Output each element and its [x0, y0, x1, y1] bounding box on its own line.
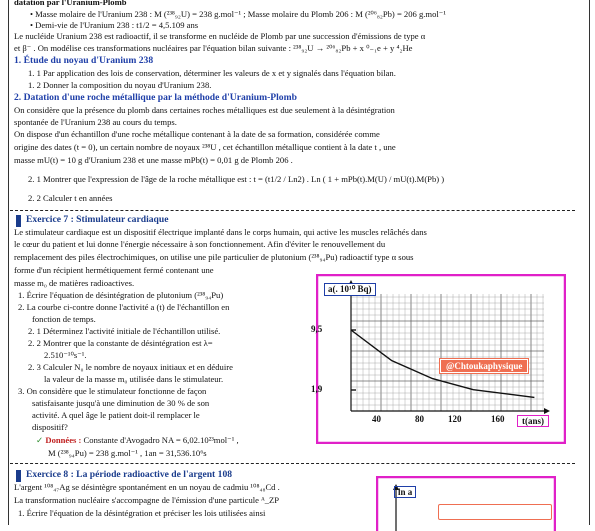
question: la valeur de la masse m₀ utilisée dans le stimulateur. [44, 374, 224, 384]
x-tick-label: 120 [448, 414, 462, 424]
text-line: L'argent ¹⁰⁸₄₇Ag se désintègre spontanément en un noyau de cadmiu ¹⁰⁸₄₈Cd . [14, 482, 280, 492]
text-line: origine des dates (t = 0), un certain nombre de noyaux ²³⁸U , cet échantillon métallique contient à la date t , une [14, 142, 396, 152]
question: dispositif? [32, 422, 68, 432]
text-line: • Demi-vie de l'Uranium 238 : t1/2 = 4,5.109 ans [30, 20, 199, 30]
question: 2.510⁻¹⁰s⁻¹. [44, 350, 87, 360]
text-line: et β⁻ . On modélise ces transformations nucléaires par l'équation bilan suivante : ²³⁸₉₂U → ²⁰⁶₈₂Pb + x ⁰₋₁e + y ⁴₂He [14, 43, 413, 53]
text-line: masse m₀ de matières radioactives. [14, 278, 135, 288]
text-line: On considère que la présence du plomb dans certaines roches métalliques est due seulement à la désintégration [14, 105, 395, 115]
question: 1. Écrire l'équation de désintégration de plutonium (²³⁸₉₄Pu) [18, 290, 224, 300]
y-tick-label: 1,9 [311, 384, 323, 394]
text-line: remplacement des piles électrochimiques, on utilise une pile particulier de plutonium (²³⁸₉₄Pu) radioactif type α sous [14, 252, 414, 262]
data-line: ✓ Données : Constante d'Avogadro NA = 6,02.10²³mol⁻¹ , [36, 435, 239, 445]
exercise-marker-icon [16, 470, 21, 482]
y-axis-label: a(. 10¹⁰ Bq) [324, 283, 376, 296]
x-tick-label: 40 [372, 414, 381, 424]
x-axis-label: t(ans) [517, 415, 549, 427]
watermark-badge [438, 504, 552, 520]
x-tick-label: 160 [491, 414, 505, 424]
heading-top: datation par l'Uranium-Plomb [14, 0, 127, 7]
exercise-marker-icon [16, 215, 21, 227]
x-arrow-icon [544, 408, 550, 414]
text-line: La transformation nucléaire s'accompagne de l'émission d'une particule ᴬ_ZP [14, 495, 280, 505]
question: 1. 2 Donner la composition du noyau d'Uranium 238. [28, 80, 212, 90]
exercise-title: Exercice 8 : La période radioactive de l'argent 108 [26, 469, 233, 480]
question: 2. La courbe ci-contre donne l'activité a (t) de l'échantillon en [18, 302, 230, 312]
text-line: On dispose d'un échantillon d'une roche métallique contenant à la date de sa formation, considérée comme [14, 129, 380, 139]
watermark-badge: @Chtoukaphysique [440, 359, 528, 373]
text-line: • Masse molaire de l'Uranium 238 : M (²³⁸₉₂U) = 238 g.mol⁻¹ ; Masse molaire du Plomb 206 : M (²⁰⁶₈₂Pb) = 206 g.mol⁻¹ [30, 9, 446, 19]
x-tick-label: 80 [415, 414, 424, 424]
check-icon: ✓ [36, 435, 46, 445]
question: 2. 2 Calculer t en années [28, 193, 113, 203]
question: 3. On considère que le stimulateur fonctionne de façon [18, 386, 207, 396]
text-line: le cœur du patient et lui donne l'énergie nécessaire à son fonctionnement. Afin d'éviter le renouvellement du [14, 239, 386, 249]
text-line: Le stimulateur cardiaque est un dispositif électrique implanté dans le corps humain, qui active les muscles relâchés dans [14, 227, 427, 237]
question: 2. 3 Calculer N₀ le nombre de noyaux initiaux et en déduire [28, 362, 233, 372]
section-heading: 2. Datation d'une roche métallique par la méthode d'Uranium-Plomb [14, 92, 297, 103]
data-line: M (²³⁸₉₄Pu) = 238 g.mol⁻¹ , 1an = 31,536.10⁶s [48, 448, 207, 458]
y-tick-label: 9,5 [311, 324, 323, 334]
exercise-title: Exercice 7 : Stimulateur cardiaque [26, 214, 169, 225]
text-line: masse mU(t) = 10 g d'Uranium 238 et une masse mPb(t) = 0,01 g de Plomb 206 . [14, 155, 293, 165]
text-line: spontanée de l'Uranium 238 au cours du temps. [14, 117, 177, 127]
section-heading: 1. Étude du noyau d'Uranium 238 [14, 55, 154, 66]
question: activité. A quel âge le patient doit-il remplacer le [32, 410, 200, 420]
text-line: Le nucléide Uranium 238 est radioactif, il se transforme en nucléide de Plomb par une succession d'émissions de type α [14, 31, 426, 41]
question: 1. 1 Par application des lois de conservation, déterminer les valeurs de x et y signalés dans l'équation bilan. [28, 68, 396, 78]
question: fonction de temps. [32, 314, 96, 324]
separator [10, 210, 575, 211]
question: 2. 1 Montrer que l'expression de l'âge de la roche métallique est : t = (t1/2 / Ln2) . Ln ( 1 + mPb(t).M(U) / mU(t).M(Pb) ) [28, 174, 445, 184]
question: 2. 2 Montrer que la constante de désintégration est λ= [28, 338, 213, 348]
text-line: forme d'un récipient hermétiquement fermé contenant une [14, 265, 214, 275]
y-axis-label: ln a [394, 486, 416, 498]
separator [10, 463, 575, 464]
question: 2. 1 Déterminez l'activité initiale de l'échantillon utilisé. [28, 326, 221, 336]
question: satisfaisante jusqu'à une diminution de 30 % de son [32, 398, 210, 408]
question: 1. Écrire l'équation de la désintégration et préciser les lois utilisées ainsi [18, 508, 266, 518]
